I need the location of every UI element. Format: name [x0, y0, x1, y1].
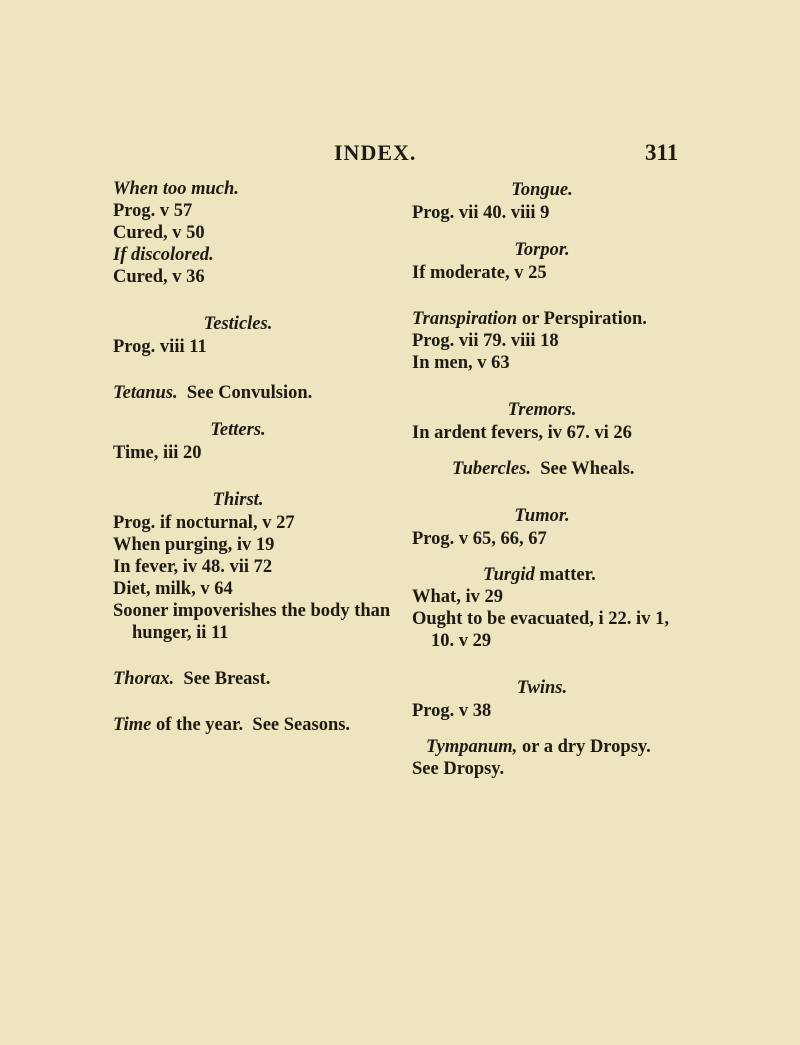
index-entry-thorax [113, 668, 403, 690]
entry-line: Prog. vii 79. viii 18 [412, 331, 559, 351]
page-number: 311 [645, 140, 679, 165]
entry-subheading: When too much. [113, 179, 239, 199]
entry-line: In fever, iv 48. vii 72 [113, 557, 273, 577]
entry-line: Prog. v 65, 66, 67 [412, 529, 547, 549]
entry-line: In men, v 63 [412, 353, 510, 373]
entry-see-reference: See Seasons. [252, 715, 351, 735]
index-entry-twins [412, 676, 712, 722]
entry-line: Prog. vii 40. viii 9 [412, 203, 550, 223]
index-entry-turgid [412, 564, 712, 652]
entry-heading: Transpiration [412, 309, 518, 329]
index-entry-time [113, 714, 403, 736]
entry-heading: Tympanum, [426, 737, 518, 757]
page-header [0, 140, 800, 170]
entry-see-reference: See Breast. [183, 669, 271, 689]
index-entry-tetanus [113, 382, 403, 404]
entry-heading-rest: or Perspiration. [521, 309, 647, 329]
entry-line: 10. v 29 [431, 631, 492, 651]
right-column [412, 178, 712, 780]
entry-line: If moderate, v 25 [412, 263, 547, 283]
index-entry-tremors [412, 398, 712, 444]
index-entry-tumor [412, 504, 712, 550]
entry-heading: Tetanus. [113, 383, 178, 403]
entry-line: Prog. v 57 [113, 201, 193, 221]
entry-heading-rest: of the year. [155, 715, 244, 735]
entry-see-reference: See Wheals. [540, 459, 635, 479]
entry-heading: Thirst. [212, 490, 264, 510]
entry-line: Prog. viii 11 [113, 337, 207, 357]
entry-heading-line [412, 736, 712, 758]
left-column [113, 178, 403, 736]
entry-subheading: If discolored. [113, 245, 214, 265]
entry-heading: Tubercles. [452, 459, 531, 479]
entry-line: When purging, iv 19 [113, 535, 275, 555]
index-entry-discolored [113, 244, 403, 288]
entry-heading-rest: matter. [539, 565, 596, 585]
index-entry-too-much [113, 178, 403, 244]
entry-line: Cured, v 50 [113, 223, 205, 243]
index-entry-torpor [412, 238, 712, 284]
entry-line: Ought to be evacuated, i 22. iv 1, [412, 609, 669, 629]
entry-line: hunger, ii 11 [132, 623, 229, 643]
index-entry-transpiration [412, 308, 712, 374]
entry-line: Prog. if nocturnal, v 27 [113, 513, 295, 533]
entry-line: Sooner impoverishes the body than [113, 601, 391, 621]
entry-see-reference: See Convulsion. [186, 383, 313, 403]
entry-line: What, iv 29 [412, 587, 503, 607]
entry-line: Diet, milk, v 64 [113, 579, 233, 599]
entry-heading: Time [113, 715, 152, 735]
index-entry-testicles [113, 312, 403, 358]
index-entry-thirst [113, 488, 403, 644]
entry-heading: Turgid [483, 565, 535, 585]
index-entry-tubercles [412, 458, 712, 480]
entry-heading: Tremors. [507, 400, 577, 420]
entry-heading-rest: or a dry Dropsy. [521, 737, 651, 757]
entry-line: Cured, v 36 [113, 267, 205, 287]
entry-line: Time, iii 20 [113, 443, 202, 463]
entry-line: In ardent fevers, iv 67. vi 26 [412, 423, 632, 443]
index-entry-tympanum [412, 736, 712, 780]
entry-heading: Testicles. [203, 314, 273, 334]
entry-heading: Tongue. [511, 180, 573, 200]
index-entry-tetters [113, 418, 403, 464]
entry-heading-line [412, 308, 712, 330]
index-entry-tongue [412, 178, 712, 224]
entry-heading-line [412, 564, 712, 586]
entry-heading: Tumor. [514, 506, 570, 526]
page-title: INDEX. [334, 140, 417, 165]
entry-heading: Thorax. [113, 669, 175, 689]
entry-heading: Twins. [516, 678, 568, 698]
entry-heading: Tetters. [210, 420, 266, 440]
entry-line: Prog. v 38 [412, 701, 492, 721]
entry-see-reference: See Dropsy. [412, 759, 505, 779]
entry-heading: Torpor. [514, 240, 570, 260]
